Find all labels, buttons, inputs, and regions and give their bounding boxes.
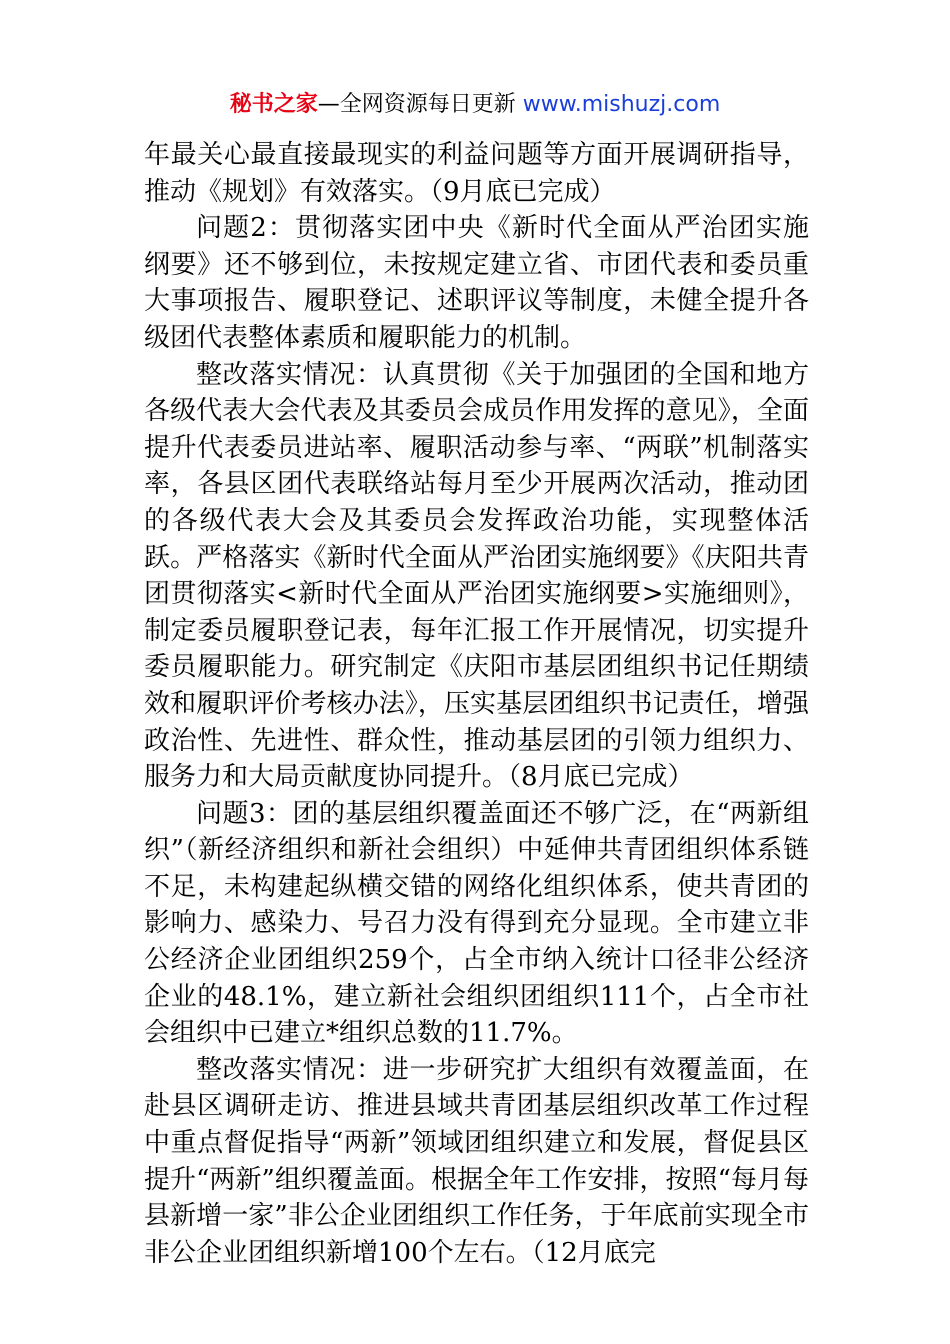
site-header bbox=[0, 88, 950, 122]
paragraph-issue-2: 问题2：贯彻落实团中央《新时代全面从严治团实施纲要》还不够到位，未按规定建立省、市团代表和委员重大事项报告、履职登记、述职评议等制度，未健全提升各级团代表整体素质和履职能力的机制。 bbox=[144, 213, 809, 353]
paragraph-issue-3: 问题3：团的基层组织覆盖面还不够广泛，在“两新组织”（新经济组织和新社会组织）中延伸共青团组织体系链不足，未构建起纵横交错的网络化组织体系，使共青团的影响力、感染力、号召力没有得到充分显现。全市建立非公经济企业团组织259个，占全市纳入统计口径非公经济企业的48.1%，建立新社会组织团组织111个，占全市社会组织中已建立*组织总数的11.7%。 bbox=[144, 798, 809, 1049]
site-tagline: —全网资源每日更新 bbox=[317, 92, 523, 117]
paragraph-rectification-2: 整改落实情况：认真贯彻《关于加强团的全国和地方各级代表大会代表及其委员会成员作用发挥的意见》，全面提升代表委员进站率、履职活动参与率、“两联”机制落实率，各县区团代表联络站每月至少开展两次活动，推动团的各级代表大会及其委员会发挥政治功能，实现整体活跃。严格落实《新时代全面从严治团实施纲要》《庆阳共青团贯彻落实<新时代全面从严治团实施纲要>实施细则》，制定委员履职登记表，每年汇报工作开展情况，切实提升委员履职能力。研究制定《庆阳市基层团组织书记任期绩效和履职评价考核办法》，压实基层团组织书记责任，增强政治性、先进性、群众性，推动基层团的引领力组织力、服务力和大局贡献度协同提升。（8月底已完成） bbox=[144, 359, 809, 793]
paragraph-rectification-3: 整改落实情况：进一步研究扩大组织有效覆盖面，在赴县区调研走访、推进县域共青团基层组织改革工作过程中重点督促指导“两新”领域团组织建立和发展，督促县区提升“两新”组织覆盖面。根据全年工作安排，按照“每月每县新增一家”非公企业团组织工作任务，于年底前实现全市非公企业团组织新增100个左右。（12月底完 bbox=[144, 1054, 809, 1268]
site-brand: 秘书之家 bbox=[229, 92, 318, 117]
paragraph-continuation: 年最关心最直接最现实的利益问题等方面开展调研指导，推动《规划》有效落实。（9月底已完成） bbox=[144, 140, 809, 207]
site-url-link[interactable]: www.mishuzj.com bbox=[522, 92, 721, 117]
document-body bbox=[144, 137, 809, 1271]
